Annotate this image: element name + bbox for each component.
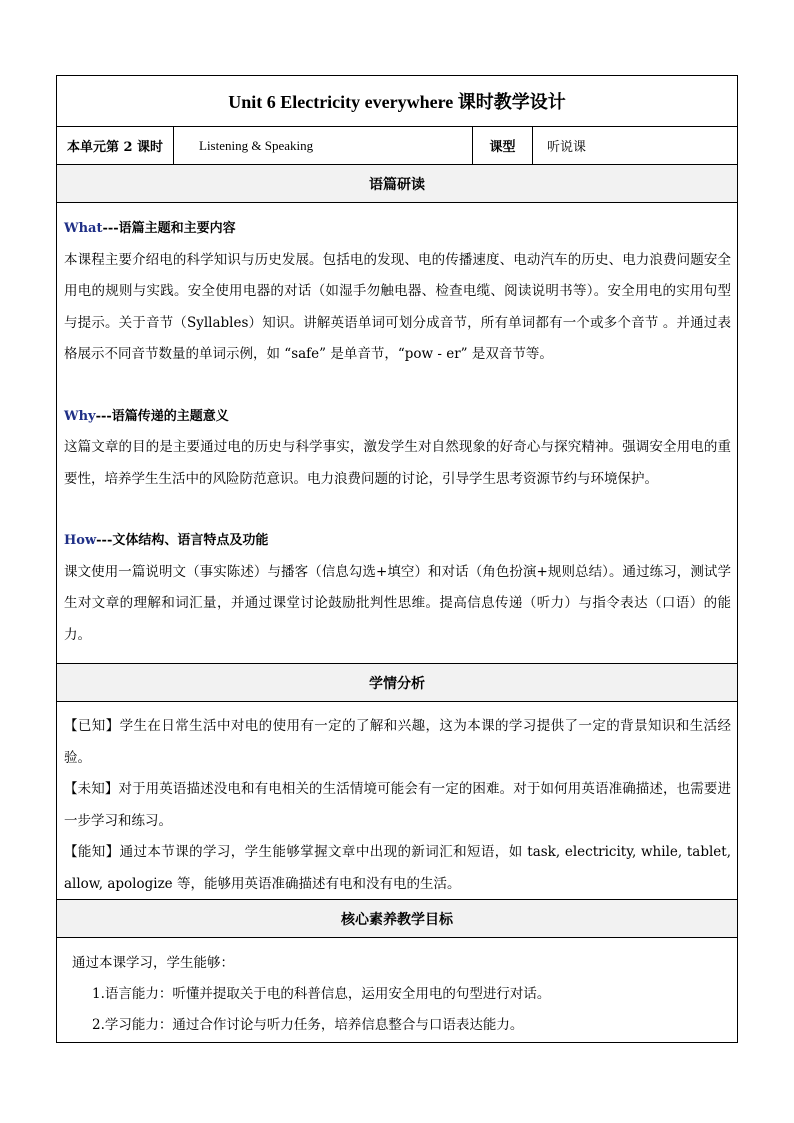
lesson-type-value: 听说课: [547, 140, 587, 155]
section-header-learner-analysis: 学情分析: [57, 664, 737, 702]
objective-item: 2.学习能力：通过合作讨论与听力任务，培养信息整合与口语表达能力。: [92, 1017, 524, 1033]
objective-item: 1.语言能力：听懂并提取关于电的科普信息，运用安全用电的句型进行对话。: [92, 986, 551, 1002]
how-heading: How---文体结构、语言特点及功能: [64, 533, 269, 548]
lesson-plan-table: [56, 75, 738, 1043]
text-analysis-content: [57, 203, 737, 664]
section-header-objectives: 核心素养教学目标: [57, 900, 737, 938]
section-header-text-analysis: 语篇研读: [57, 165, 737, 203]
objectives-content: [57, 938, 737, 1042]
what-body: 本课程主要介绍电的科学知识与历史发展。包括电的发现、电的传播速度、电动汽车的历史、电力浪费问题安全用电的规则与实践。安全使用电器的对话（如湿手勿触电器、检查电缆、阅读说明书等）。安全用电的实用句型与提示。关于音节（Syllables）知识。讲解英语单词可划分成音节，所有单词都有一个或多个音节 。并通过表格展示不同音节数量的单词示例，如 “safe” 是单音节，“pow - er” 是双音节等。: [64, 251, 731, 362]
lesson-number-value: Listening & Speaking: [174, 127, 473, 164]
unknown-paragraph: 【未知】对于用英语描述没电和有电相关的生活情境可能会有一定的困难。对于如何用英语准确描述，也需要进一步学习和练习。: [64, 781, 731, 829]
lesson-type-label: 课型: [473, 127, 533, 164]
known-paragraph: 【已知】学生在日常生活中对电的使用有一定的了解和兴趣，这为本课的学习提供了一定的背景知识和生活经验。: [64, 718, 731, 766]
how-body: 课文使用一篇说明文（事实陈述）与播客（信息勾选+填空）和对话（角色扮演+规则总结）。通过练习，测试学生对文章的理解和词汇量，并通过课堂讨论鼓励批判性思维。提高信息传递（听力）与指令表达（口语）的能力。: [64, 563, 731, 643]
why-body: 这篇文章的目的是主要通过电的历史与科学事实，激发学生对自然现象的好奇心与探究精神。强调安全用电的重要性，培养学生生活中的风险防范意识。电力浪费问题的讨论，引导学生思考资源节约与环境保护。: [64, 439, 731, 487]
why-heading: Why---语篇传递的主题意义: [64, 408, 229, 424]
what-heading: What---语篇主题和主要内容: [64, 221, 236, 236]
lesson-meta-row: [57, 127, 737, 165]
objectives-intro: 通过本课学习，学生能够：: [72, 955, 234, 971]
learner-analysis-content: [57, 702, 737, 900]
document-title: Unit 6 Electricity everywhere 课时教学设计: [57, 76, 737, 127]
able-paragraph: 【能知】通过本节课的学习，学生能够掌握文章中出现的新词汇和短语，如 task, electricity, while, tablet, allow, apologize 等，能够用英语准确描述有电和没有电的生活。: [64, 844, 731, 892]
lesson-number-label: 本单元第 2 课时: [57, 127, 174, 164]
